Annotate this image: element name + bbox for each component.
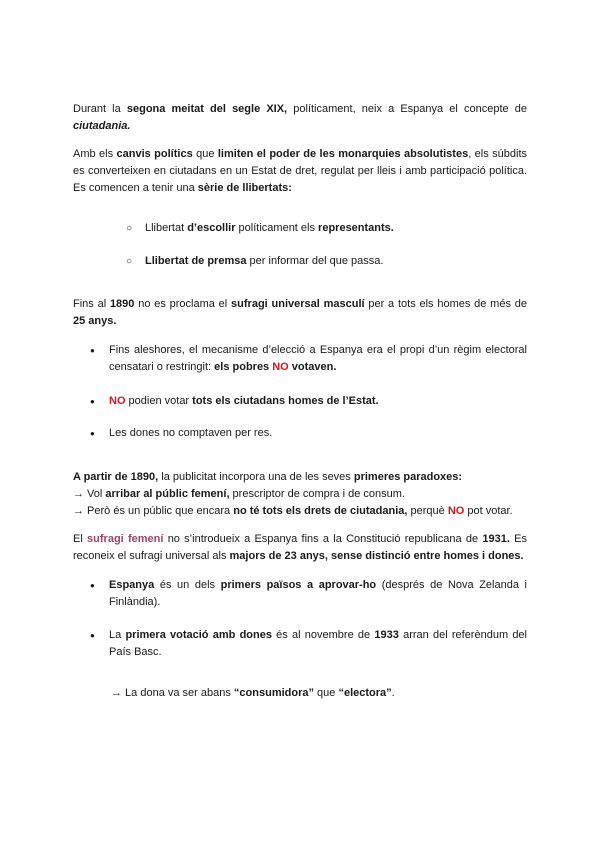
bold-text: 1931. bbox=[482, 533, 510, 545]
text: que bbox=[192, 148, 218, 160]
bold-text: primeres paradoxes: bbox=[353, 471, 463, 483]
bold-text: primers països a aprovar-ho bbox=[220, 579, 377, 591]
intro-paragraph bbox=[73, 101, 527, 135]
list-item bbox=[73, 393, 527, 410]
list-item bbox=[73, 342, 527, 376]
bold-text: majors de 23 anys, sense distinció entre homes i dones. bbox=[229, 550, 524, 562]
circle-bullet-icon: ○ bbox=[126, 256, 133, 267]
bold-text: “consumidora” bbox=[233, 687, 314, 699]
highlight-female-suffrage: sufragi femení bbox=[87, 533, 164, 545]
text: Amb els bbox=[73, 148, 117, 160]
liberties-list bbox=[73, 220, 527, 270]
bold-text: A partir de 1890, bbox=[73, 471, 159, 483]
text: Durant la bbox=[73, 103, 127, 115]
text: per informar del que passa. bbox=[246, 255, 384, 267]
list-item bbox=[73, 627, 527, 661]
text: → Però és un públic que encara bbox=[73, 505, 234, 517]
paradox-line bbox=[73, 486, 527, 503]
highlight-no: NO bbox=[447, 505, 465, 517]
bold-text: Espanya bbox=[109, 579, 155, 591]
male-suffrage-paragraph bbox=[73, 296, 527, 330]
text: que bbox=[314, 687, 339, 699]
bold-text: sufragi universal masculí bbox=[231, 298, 365, 310]
circle-bullet-icon: ○ bbox=[126, 223, 133, 234]
disc-bullet-icon: ● bbox=[90, 631, 95, 640]
text: és un dels bbox=[154, 579, 221, 591]
advertising-paradox-paragraph bbox=[73, 469, 527, 520]
text: la publicitat incorpora una de les seves bbox=[158, 471, 354, 483]
bold-text: 1890 bbox=[109, 298, 135, 310]
bold-text: els pobres bbox=[214, 361, 273, 373]
paradox-line bbox=[73, 503, 527, 520]
text: prescriptor de compra i de consum. bbox=[229, 488, 405, 500]
bold-text: representants. bbox=[318, 222, 394, 234]
bold-text: tots els ciutadans homes de l’Estat. bbox=[192, 395, 379, 407]
bold-text: votaven. bbox=[288, 361, 337, 373]
bold-text: Llibertat de premsa bbox=[145, 255, 247, 267]
list-item bbox=[73, 220, 527, 237]
disc-bullet-icon: ● bbox=[90, 581, 95, 590]
text: no s’introdueix a Espanya fins a la Constitució republicana de bbox=[163, 533, 483, 545]
text: (després de Nova Zelanda i Finlàndia). bbox=[109, 579, 527, 608]
bold-italic-text: ciutadania. bbox=[73, 120, 131, 132]
bold-text: sèrie de llibertats: bbox=[197, 182, 292, 194]
text: políticament els bbox=[235, 222, 319, 234]
paradox-line bbox=[73, 469, 527, 486]
text: La bbox=[109, 629, 126, 641]
text: pot votar. bbox=[464, 505, 513, 517]
text: per a tots els homes de més de bbox=[364, 298, 527, 310]
document-page bbox=[73, 101, 527, 702]
bold-text: no té tots els drets de ciutadania, bbox=[233, 505, 408, 517]
disc-bullet-icon: ● bbox=[90, 346, 95, 355]
bold-text: arribar al públic femení, bbox=[105, 488, 230, 500]
bold-text: 1933 bbox=[374, 629, 399, 641]
disc-bullet-icon: ● bbox=[90, 429, 95, 438]
bold-text: segona meitat del segle XIX, bbox=[126, 103, 288, 115]
text: és al novembre de bbox=[271, 629, 375, 641]
text: → La dona va ser abans bbox=[111, 687, 234, 699]
text: podien votar bbox=[125, 395, 193, 407]
disc-bullet-icon: ● bbox=[90, 397, 95, 406]
bold-text: 25 anys. bbox=[73, 315, 117, 327]
text: → Vol bbox=[73, 488, 106, 500]
text: . bbox=[391, 687, 395, 699]
spain-facts-list bbox=[73, 577, 527, 661]
bold-text: “electora” bbox=[338, 687, 392, 699]
text: arran del referèndum del País Basc. bbox=[109, 629, 527, 658]
text: perquè bbox=[407, 505, 448, 517]
text: Fins aleshores, el mecanisme d’elecció a Espanya era el propi d’un règim electoral censatari o restringit: bbox=[109, 344, 527, 373]
female-suffrage-paragraph bbox=[73, 531, 527, 565]
list-item bbox=[73, 425, 527, 442]
bold-text: limiten el poder de les monarquies absolutistes bbox=[217, 148, 469, 160]
text: Les dones no comptaven per res. bbox=[109, 427, 273, 439]
text: El bbox=[73, 533, 88, 545]
bold-text: primera votació amb dones bbox=[125, 629, 272, 641]
conclusion-line bbox=[73, 685, 527, 702]
text: no es proclama el bbox=[134, 298, 232, 310]
voting-restrictions-list bbox=[73, 342, 527, 442]
text: políticament, neix a Espanya el concepte de bbox=[287, 103, 527, 115]
bold-text: canvis polítics bbox=[116, 148, 193, 160]
text: Es reconeix el sufragi universal als bbox=[73, 533, 527, 562]
highlight-no: NO bbox=[109, 395, 126, 407]
political-changes-paragraph bbox=[73, 146, 527, 197]
text: Fins al bbox=[73, 298, 110, 310]
text: Llibertat bbox=[145, 222, 188, 234]
highlight-no: NO bbox=[272, 361, 289, 373]
list-item bbox=[73, 577, 527, 611]
list-item bbox=[73, 253, 527, 270]
bold-text: d’escollir bbox=[187, 222, 236, 234]
text: , els súbdits es converteixen en ciutadans en un Estat de dret, regulat per lleis i amb participació política. Es comencen a tenir una bbox=[73, 148, 528, 194]
